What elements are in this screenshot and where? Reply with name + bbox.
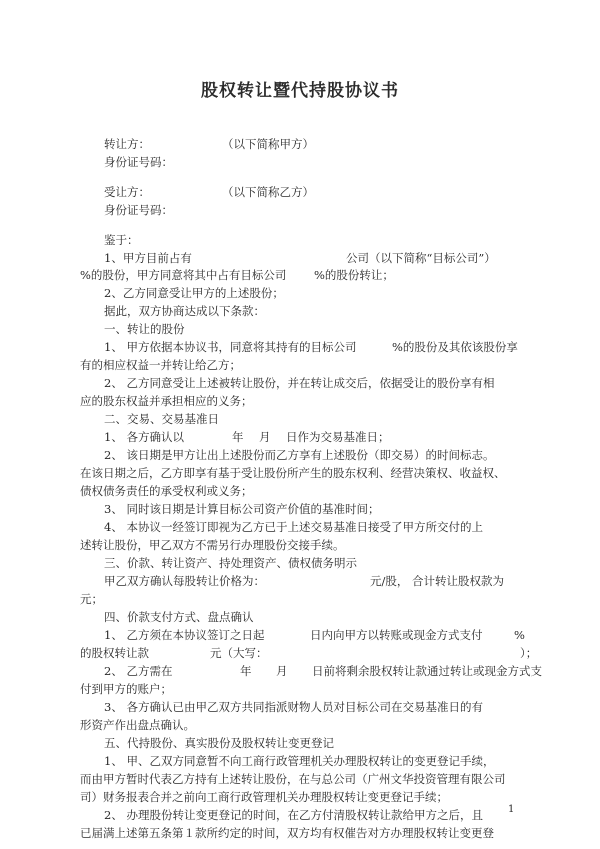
whereas-1-part-a: 1、甲方目前占有 <box>104 251 192 265</box>
section-1-item-1-line-1a: 1、 甲方依据本协议书，同意将其持有的目标公司 <box>104 340 357 354</box>
section-1-item-2-line-2: 应的股东权益并承担相应的义务； <box>80 394 253 408</box>
section-4-item-2-month: 月 <box>276 664 288 678</box>
agreement-intro: 据此，双方协商达成以下条款： <box>104 304 265 318</box>
section-2-item-2-line-2: 在该日期之后，乙方即享有基于受让股份所产生的股东权利、经营决策权、收益权、 <box>80 466 506 480</box>
section-3-price-b: 元/股， 合计转让股权款为 <box>370 574 505 588</box>
section-4-item-1-d: 的股权转让款 <box>80 646 149 660</box>
section-4-item-1-e: 元（大写： <box>210 646 268 660</box>
section-2-item-1-day: 日作为交易基准日； <box>286 430 390 444</box>
section-1-heading: 一、转让的股份 <box>104 322 185 336</box>
whereas-2: 2、乙方同意受让甲方的上述股份； <box>104 286 284 300</box>
page-number: 1 <box>508 804 515 815</box>
section-3-price-a: 甲乙双方确认每股转让价格为： <box>104 574 265 588</box>
section-3-heading: 三、价款、转让资产、持处理资产、债权债务明示 <box>104 556 357 570</box>
section-3-price-c: 元； <box>80 592 103 606</box>
whereas-1-part-b: 公司（以下简称“目标公司”） <box>346 251 496 265</box>
section-4-item-2-d: 日前将剩余股权转让款通过转让或现金方式支 <box>312 664 542 678</box>
section-2-item-2-line-1: 2、 该日期是甲方让出上述股份而乙方享有上述股份（即交易）的时间标志。 <box>104 448 495 462</box>
section-4-item-3-line-2: 形资产作出盘点确认。 <box>80 718 195 732</box>
section-5-item-1-line-1: 1、 甲、乙双方同意暂不向工商行政管理机关办理股权转让的变更登记手续， <box>104 754 495 768</box>
section-5-item-2-line-2: 已届满上述第五条第１款所约定的时间，双方均有权催告对方办理股权转让变更登 <box>80 826 494 840</box>
section-5-item-2-line-1: 2、 办理股份转让变更登记的时间，在乙方付清股权转让款给甲方之后，且 <box>104 808 483 822</box>
section-4-item-1-c: % <box>514 628 525 642</box>
section-1-item-1-line-1b: %的股份及其依该股份享 <box>392 340 518 354</box>
section-4-item-2-year: 年 <box>240 664 252 678</box>
transferee-label: 受让方： <box>104 185 150 199</box>
section-2-item-1-month: 月 <box>259 430 271 444</box>
section-4-item-1-a: 1、 乙方须在本协议签订之日起 <box>104 628 265 642</box>
section-5-heading: 五、代持股份、真实股份及股权转让变更登记 <box>104 736 334 750</box>
section-2-item-4-line-1: 4、 本协议一经签订即视为乙方已于上述交易基准日接受了甲方所交付的上 <box>104 520 483 534</box>
section-4-item-1-f: ）； <box>520 646 538 660</box>
section-2-item-1-year: 年 <box>232 430 244 444</box>
section-2-item-3: 3、 同时该日期是计算目标公司资产价值的基准时间； <box>104 502 380 516</box>
section-5-item-1-line-2: 而由甲方暂时代表乙方持有上述转让股份，在与总公司（广州文华投资管理有限公司 <box>80 772 506 786</box>
whereas-1-part-c: %的股份，甲方同意将其中占有目标公司 <box>80 268 287 282</box>
section-4-item-1-b: 日内向甲方以转账或现金方式支付 <box>310 628 483 642</box>
whereas-heading: 鉴于： <box>104 233 139 247</box>
section-5-item-1-line-3: 司）财务报表合并之前向工商行政管理机关办理股权转让变更登记手续； <box>80 790 448 804</box>
document-title: 股权转让暨代持股协议书 <box>201 81 399 101</box>
section-4-item-3-line-1: 3、 各方确认已由甲乙双方共同指派财物人员对目标公司在交易基准日的有 <box>104 700 483 714</box>
transferor-alias: （以下简称甲方） <box>222 137 314 151</box>
section-2-item-1-a: 1、 各方确认以 <box>104 430 184 444</box>
section-4-item-2-e: 付到甲方的账户； <box>80 682 172 696</box>
section-2-item-4-line-2: 述转让股份，甲乙双方不需另行办理股份交接手续。 <box>80 538 345 552</box>
section-2-heading: 二、交易、交易基准日 <box>104 412 219 426</box>
transferee-id-label: 身份证号码： <box>104 203 173 217</box>
transferor-label: 转让方： <box>104 137 150 151</box>
transferor-id-label: 身份证号码： <box>104 155 173 169</box>
section-1-item-1-line-2: 有的相应权益一并转让给乙方； <box>80 358 241 372</box>
section-4-item-2-a: 2、 乙方需在 <box>104 664 173 678</box>
transferee-alias: （以下简称乙方） <box>222 185 314 199</box>
section-1-item-2-line-1: 2、 乙方同意受让上述被转让股份，并在转让成交后，依据受让的股份享有相 <box>104 376 495 390</box>
section-4-heading: 四、价款支付方式、盘点确认 <box>104 610 254 624</box>
whereas-1-part-d: %的股份转让； <box>314 268 394 282</box>
section-2-item-2-line-3: 债权债务责任的承受权利或义务； <box>80 484 253 498</box>
